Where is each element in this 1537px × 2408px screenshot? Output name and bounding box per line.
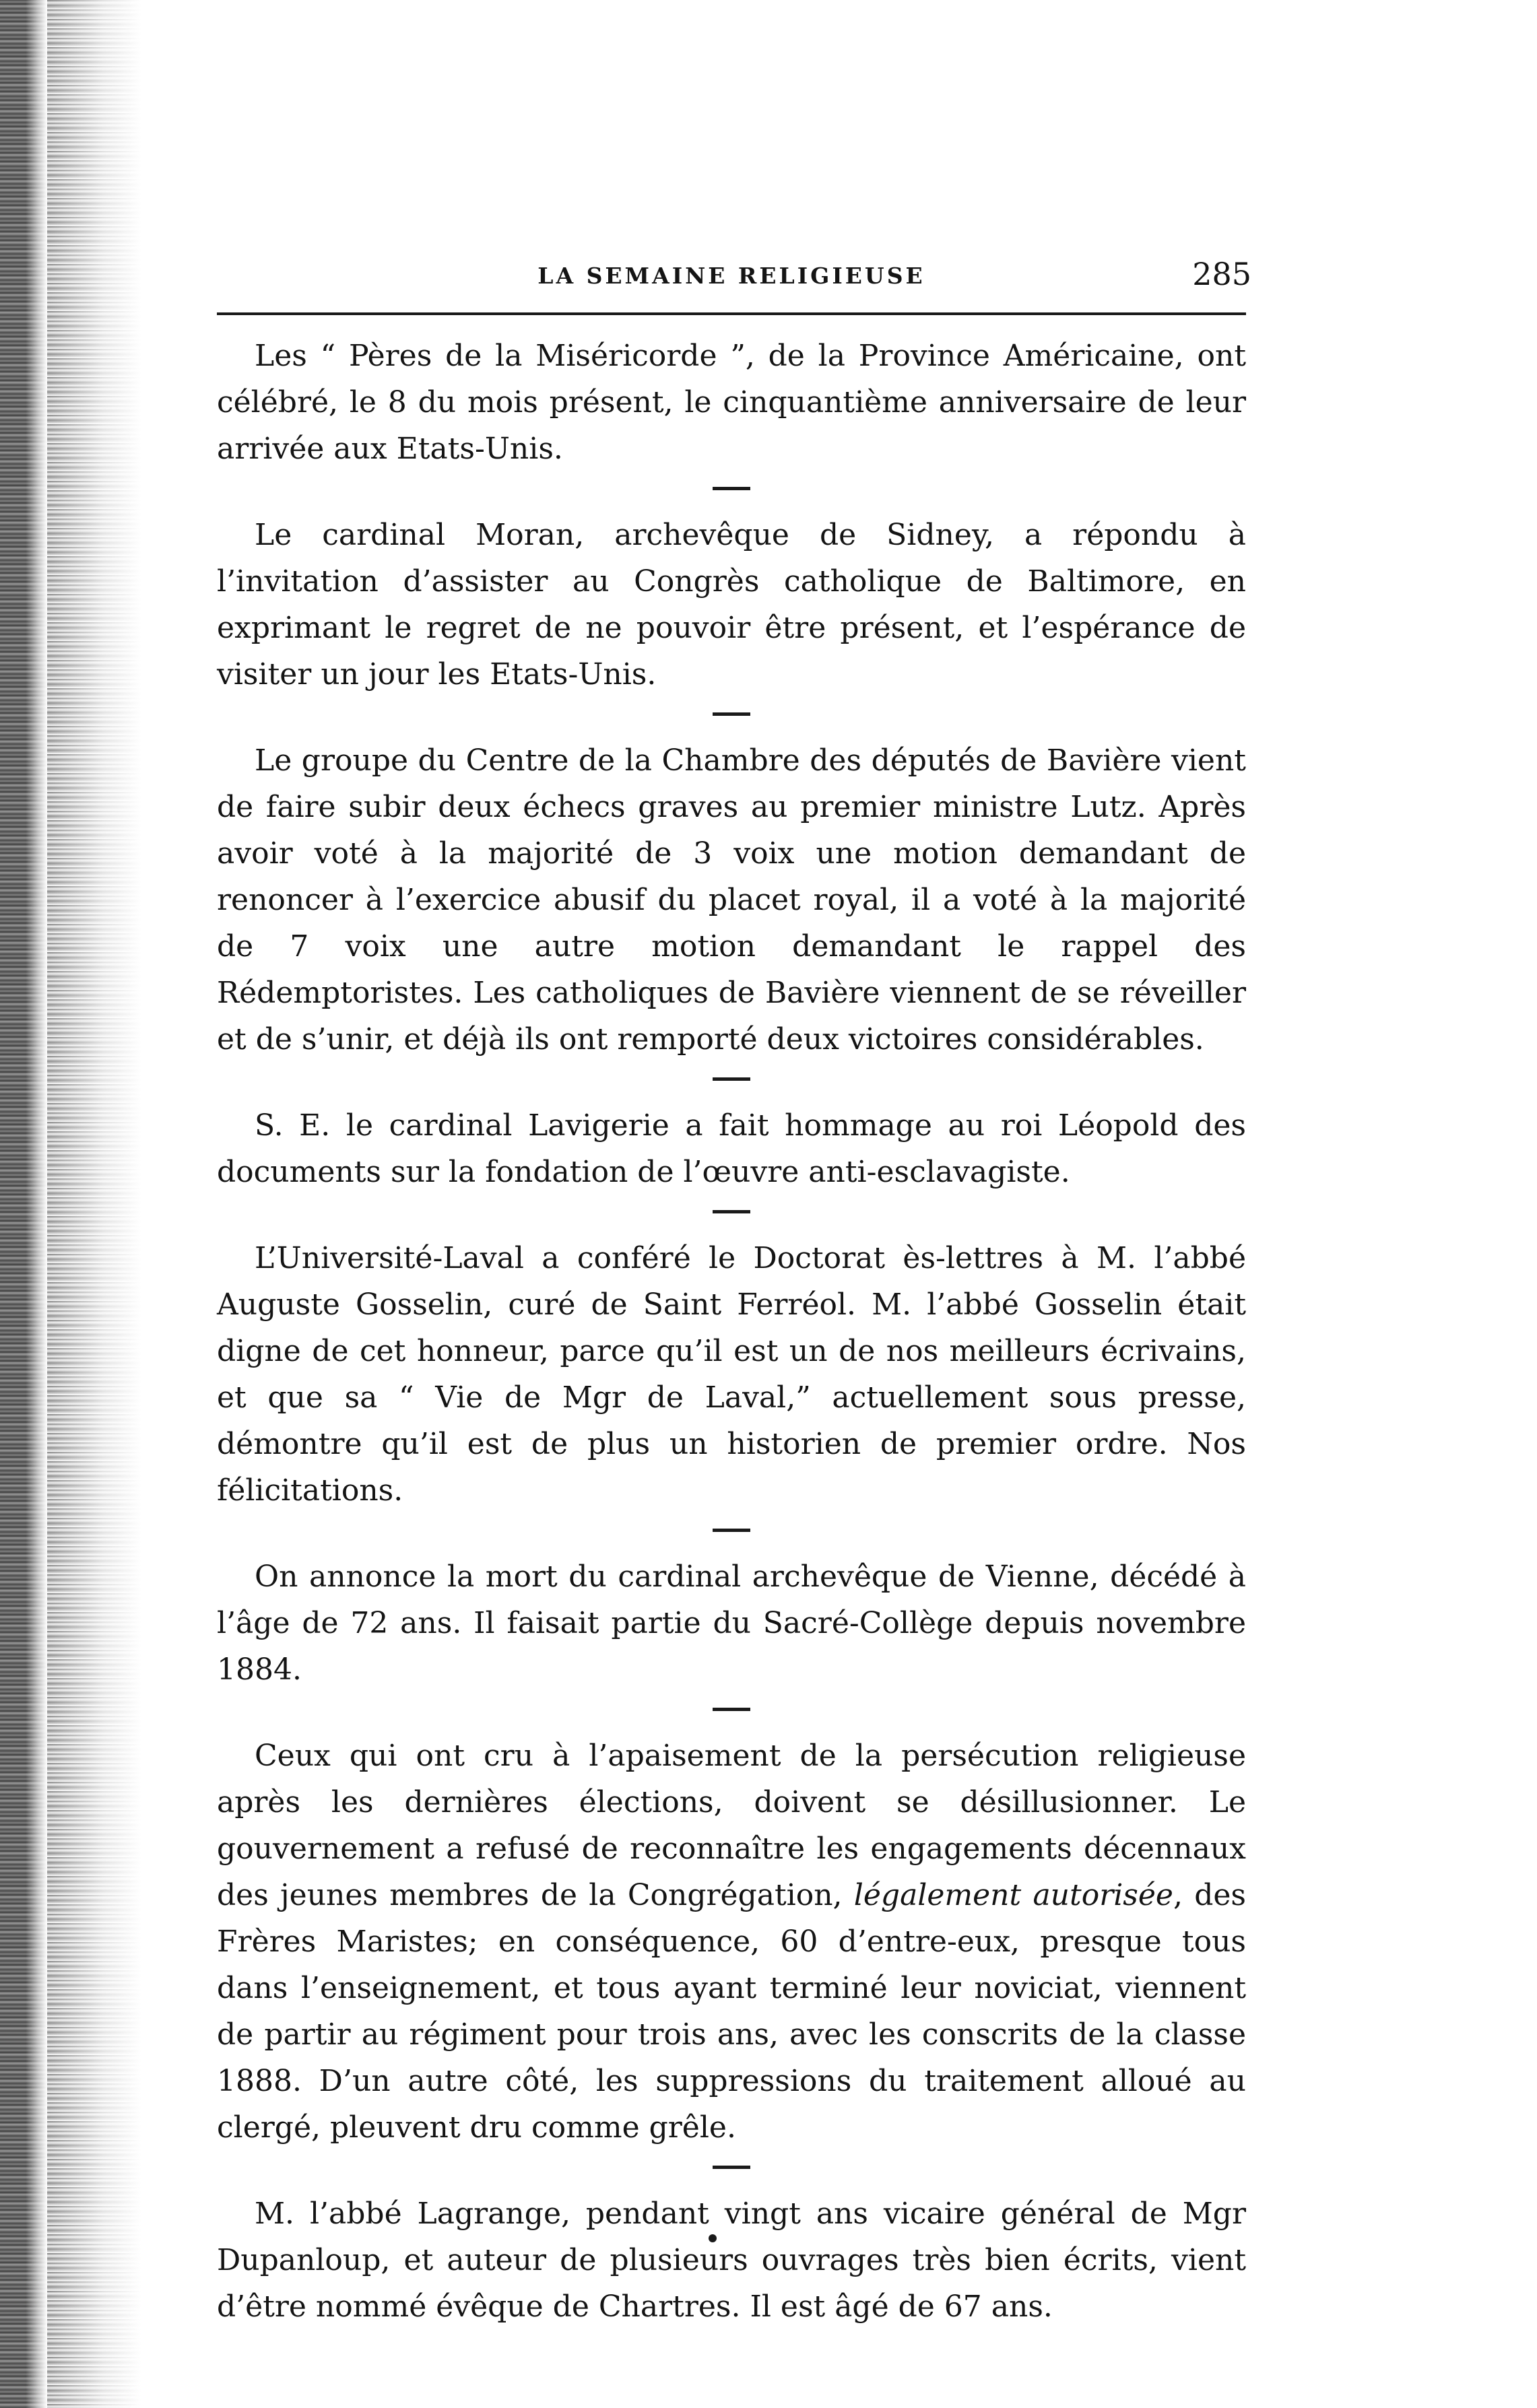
separator-dash bbox=[713, 1708, 750, 1711]
separator-dash bbox=[713, 712, 750, 716]
separator-dash bbox=[713, 1077, 750, 1081]
page-number: 285 bbox=[1192, 256, 1251, 292]
paragraph-baviere: Le groupe du Centre de la Chambre des députés de Bavière vient de faire subir deux échecs graves au premier ministre Lutz. Après avoir voté à la majorité de 3 voix une motion demandant de renoncer à l’exercice abusif du placet royal, il a voté à la majorité de 7 voix une autre motion demandant le rappel des Rédemptoristes. Les catholiques de Bavière viennent de se réveiller et de s’unir, et déjà ils ont remporté deux victoires considérables. bbox=[217, 743, 1246, 1057]
paragraph-text: , des Frères Maristes; en conséquence, 60 d’entre-eux, presque tous dans l’enseignement, et tous ayant terminé leur noviciat, viennent de partir au régiment pour trois ans, avec les conscrits de la classe 1888. D’un autre côté, les suppressions du traitement alloué au clergé, pleuvent dru comme grêle. bbox=[217, 1878, 1246, 2145]
paragraph-cardinal-moran: Le cardinal Moran, archevêque de Sidney, a répondu à l’invitation d’assister au Congrès catholique de Baltimore, en exprimant le regret de ne pouvoir être présent, et l’espérance de visiter un jour les Etats-Unis. bbox=[217, 518, 1246, 692]
separator-dash bbox=[713, 2166, 750, 2169]
paragraph-peres-misericorde: Les “ Pères de la Miséricorde ”, de la Province Américaine, ont célébré, le 8 du mois présent, le cinquantième anniversaire de leur arrivée aux Etats-Unis. bbox=[217, 339, 1246, 466]
running-title: LA SEMAINE RELIGIEUSE bbox=[537, 263, 925, 289]
paragraph-universite-laval: L’Université-Laval a conféré le Doctorat ès-lettres à M. l’abbé Auguste Gosselin, curé de Saint Ferréol. M. l’abbé Gosselin était digne de cet honneur, parce qu’il est un de nos meilleurs écrivains, et que sa “ Vie de Mgr de Laval,” actuellement sous presse, démontre qu’il est de plus un historien de premier ordre. Nos félicitations. bbox=[217, 1241, 1246, 1508]
page-body bbox=[217, 256, 1251, 2330]
italic-phrase: légalement autorisée bbox=[853, 1878, 1173, 1912]
footer-dot bbox=[709, 2234, 717, 2242]
scan-binding-shadow bbox=[47, 0, 141, 2408]
separator-dash bbox=[713, 487, 750, 490]
paragraph-persecution bbox=[217, 1733, 1246, 2151]
paragraph-vienne: On annonce la mort du cardinal archevêque de Vienne, décédé à l’âge de 72 ans. Il faisait partie du Sacré-Collège depuis novembre 1884. bbox=[217, 1560, 1246, 1687]
separator-dash bbox=[713, 1210, 750, 1213]
header-rule bbox=[217, 312, 1246, 315]
scan-binding-edge bbox=[0, 0, 47, 2408]
paragraph-lavigerie: S. E. le cardinal Lavigerie a fait hommage au roi Léopold des documents sur la fondation de l’œuvre anti-esclavagiste. bbox=[217, 1108, 1246, 1189]
paragraph-text: Ceux qui ont cru à l’apaisement de la persécution religieuse après les dernières élections, doivent se désillusionner. Le gouvernement a refusé de reconnaître les engagements décennaux des jeunes membres de la Congrégation, bbox=[217, 1739, 1246, 1912]
separator-dash bbox=[713, 1529, 750, 1532]
paragraph-lagrange: M. l’abbé Lagrange, pendant vingt ans vicaire général de Mgr Dupanloup, et auteur de plusieurs ouvrages très bien écrits, vient d’être nommé évêque de Chartres. Il est âgé de 67 ans. bbox=[217, 2197, 1246, 2324]
page-header bbox=[217, 256, 1251, 303]
